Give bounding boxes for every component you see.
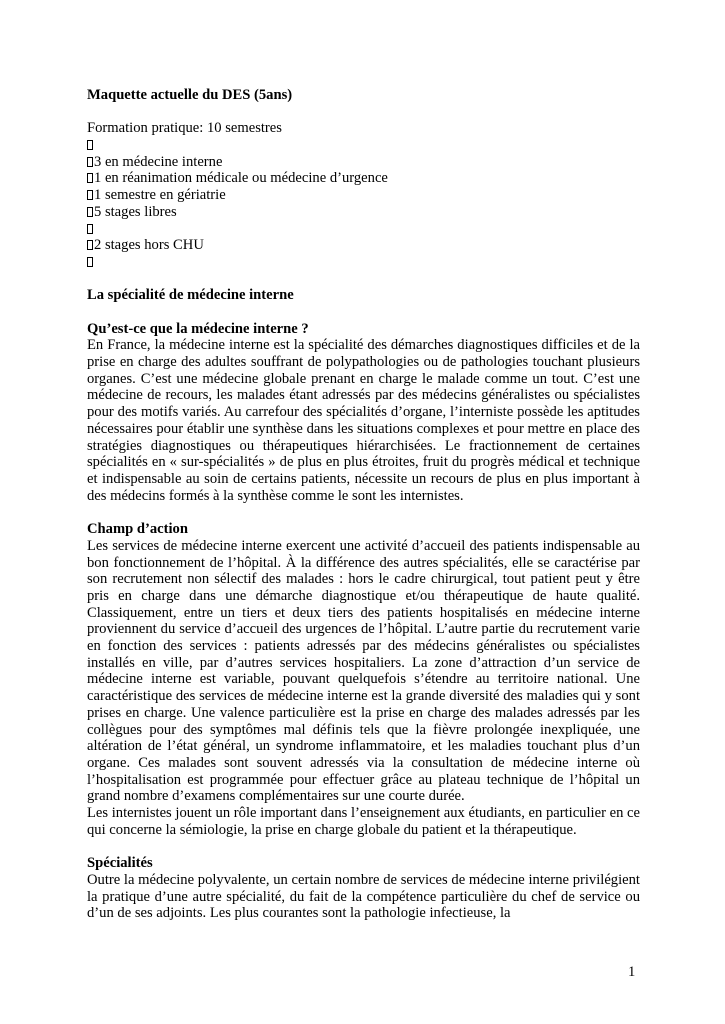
checkbox-glyph-icon <box>87 240 93 250</box>
heading-champ: Champ d’action <box>87 521 188 538</box>
checkbox-glyph-icon <box>87 173 93 183</box>
bullet-item <box>87 254 640 271</box>
bullet-item: 1 en réanimation médicale ou médecine d’urgence <box>87 170 640 187</box>
heading-maquette: Maquette actuelle du DES (5ans) <box>87 87 293 103</box>
checkbox-glyph-icon <box>87 140 93 150</box>
bullet-item: 3 en médecine interne <box>87 154 640 171</box>
paragraph-specialites: Outre la médecine polyvalente, un certain nombre de services de médecine interne privilégient la pratique d’une autre spécialité, du fait de la compétence particulière du chef de service ou d’un de ses adjoints. Les plus courantes sont la pathologie infectieuse, la <box>87 871 640 922</box>
bullet-item <box>87 221 640 238</box>
checkbox-glyph-icon <box>87 224 93 234</box>
paragraph-quest: En France, la médecine interne est la spécialité des démarches diagnostiques difficiles et de la prise en charge des adultes souffrant de polypathologies ou de pathologies touchant plusieurs organes. C’est une médecine globale prenant en charge le malade comme un tout. C’est une médecine de recours, les malades étant adressés par des médecins généralistes ou spécialistes pour des motifs variés. Au carrefour des spécialités d’organe, l’interniste possède les aptitudes nécessaires pour établir une synthèse dans les situations complexes et pour mettre en place des stratégies diagnostiques ou thérapeutiques hiérarchisées. Le fractionnement de certaines spécialités en « sur-spécialités » de plus en plus étroites, fruit du progrès médical et technique et indispensable au soin de certains patients, nécessite un recours de plus en plus important à des médecins formés à la synthèse comme le sont les internistes. <box>87 337 640 504</box>
heading-specialites: Spécialités <box>87 855 153 872</box>
page-body <box>87 87 640 922</box>
paragraph-champ-1: Les services de médecine interne exercent une activité d’accueil des patients indispensable au bon fonctionnement de l’hôpital. À la différence des autres spécialités, elle se caractérise par son recrutement non sélectif des malades : hors le cadre chirurgical, tout patient peut y être pris en charge dans une démarche diagnostique et/ou thérapeutique de haute qualité. Classiquement, entre un tiers et deux tiers des patients hospitalisés en médecine interne proviennent du service d’accueil des urgences de l’hôpital. L’autre partie du recrutement varie en fonction des services : patients adressés par des médecins généralistes ou spécialistes installés en ville, par d’autres services hospitaliers. La zone d’attraction d’un service de médecine interne est variable, pouvant quelquefois s’étendre au territoire national. Une caractéristique des services de médecine interne est la grande diversité des maladies qui y sont prises en charge. Une valence particulière est la prise en charge des malades adressés par les collègues pour des symptômes mal définis tels que la fièvre prolongée inexpliquée, une altération de l’état général, un syndrome inflammatoire, et les maladies touchant plus d’un organe. Ces malades sont souvent adressés via la consultation de médecine interne où l’hospitalisation est programmée pour effectuer grâce au plateau technique de l’hôpital un grand nombre d’examens complémentaires sur une courte durée. <box>87 537 640 805</box>
checkbox-glyph-icon <box>87 207 93 217</box>
checkbox-glyph-icon <box>87 257 93 267</box>
heading-specialite: La spécialité de médecine interne <box>87 287 294 304</box>
checkbox-glyph-icon <box>87 190 93 200</box>
bullet-item: 2 stages hors CHU <box>87 237 640 254</box>
formation-line: Formation pratique: 10 semestres <box>87 120 282 137</box>
checkbox-glyph-icon <box>87 157 93 167</box>
bullet-item <box>87 137 640 154</box>
paragraph-champ-2: Les internistes jouent un rôle important dans l’enseignement aux étudiants, en particulier en ce qui concerne la sémiologie, la prise en charge globale du patient et la thérapeutique. <box>87 805 640 838</box>
bullet-list <box>87 137 640 271</box>
heading-quest: Qu’est-ce que la médecine interne ? <box>87 320 309 337</box>
page-number: 1 <box>628 964 636 980</box>
bullet-item: 5 stages libres <box>87 204 640 221</box>
bullet-item: 1 semestre en gériatrie <box>87 187 640 204</box>
